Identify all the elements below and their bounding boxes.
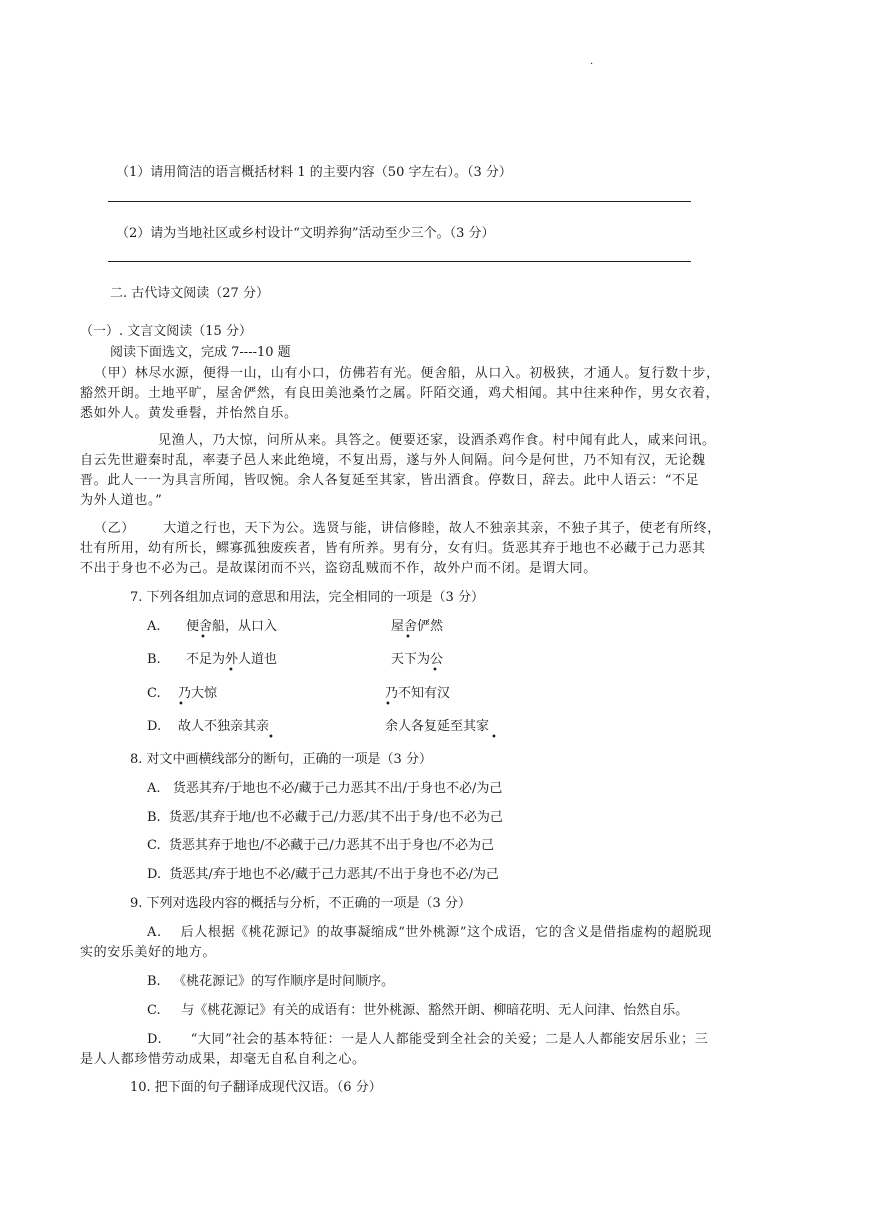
part-heading: （一）. 文言文阅读（15 分） [80, 324, 252, 339]
emphasis-dot: • [200, 632, 206, 643]
q7-option-right: 余人各复延至其家 [385, 719, 490, 734]
passage-yi-line: （乙） 大道之行也，天下为公。选贤与能，讲信修睦，故人不独亲其亲，不独子其子，使老有所终， [94, 521, 721, 536]
answer-line-1 [108, 201, 691, 202]
question-2: （2）请为当地社区或乡村设计“文明养狗”活动至少三个。（3 分） [116, 226, 495, 241]
q7-option-right: 屋舍俨然 [391, 619, 444, 634]
q8-option: D. 货恶其/弃于地也不必/藏于己力恶其/不出于身也不必/为己 [147, 867, 499, 882]
q9-option-d: D. “大同”社会的基本特征：一是人人都能受到全社会的关爱；二是人人都能安居乐业；三 [147, 1032, 709, 1047]
q7-option-letter: B. [147, 652, 161, 667]
emphasis-dot: • [491, 732, 497, 743]
q7-option-right: 天下为公 [391, 652, 444, 667]
q7-option-letter: C. [147, 686, 161, 701]
q7-option-left: 不足为外人道也 [186, 652, 278, 667]
instruction: 阅读下面选文，完成 7----10 题 [110, 345, 291, 360]
passage-yi-line: 壮有所用，幼有所长，鳏寡孤独废疾者，皆有所养。男有分，女有归。货恶其弃于地也不必藏于己力恶其 [80, 541, 706, 556]
passage-jia2-line: 为外人道也。” [80, 493, 163, 508]
question-7-stem: 7. 下列各组加点词的意思和用法，完全相同的一项是（3 分） [130, 590, 484, 605]
q7-option-letter: D. [147, 719, 162, 734]
q8-option: A. 货恶其弃/于地也不必/藏于己力恶其不出/于身也不必/为己 [147, 781, 503, 796]
section-heading: 二. 古代诗文阅读（27 分） [110, 286, 269, 301]
question-10: 10. 把下面的句子翻译成现代汉语。（6 分） [130, 1080, 382, 1095]
emphasis-dot: • [405, 632, 411, 643]
q9-option-d-cont: 是人人都珍惜劳动成果，却毫无自私自利之心。 [80, 1052, 366, 1067]
passage-jia-line: 悉如外人。黄发垂髫，并怡然自乐。 [80, 406, 298, 421]
emphasis-dot: • [385, 699, 391, 710]
emphasis-dot: • [228, 665, 234, 676]
q7-option-letter: A. [147, 619, 161, 634]
q9-option-b: B. 《桃花源记》的写作顺序是时间顺序。 [147, 974, 395, 989]
question-1: （1）请用简洁的语言概括材料 1 的主要内容（50 字左右）。（3 分） [116, 165, 512, 180]
answer-line-2 [108, 261, 691, 262]
q9-option-c: C. 与《桃花源记》有关的成语有：世外桃源、豁然开朗、柳暗花明、无人问津、怡然自乐。 [147, 1003, 689, 1018]
q7-option-left: 乃大惊 [178, 686, 218, 701]
q7-option-left: 便舍船，从口入 [186, 619, 278, 634]
header-mark: . [590, 56, 594, 67]
q8-option: B. 货恶/其弃于地/也不必藏于己/力恶/其不出于身/也不必为己 [147, 810, 503, 825]
q8-option: C. 货恶其弃于地也/不必藏于己/力恶其不出于身也/不必为己 [147, 838, 495, 853]
emphasis-dot: • [268, 732, 274, 743]
emphasis-dot: • [432, 665, 438, 676]
q7-option-left: 故人不独亲其亲 [178, 719, 270, 734]
passage-jia-line: 豁然开朗。土地平旷，屋舍俨然，有良田美池桑竹之属。阡陌交通，鸡犬相闻。其中往来种作，男女衣着， [80, 386, 720, 401]
question-8-stem: 8. 对文中画横线部分的断句，正确的一项是（3 分） [130, 752, 432, 767]
q9-option-a-cont: 实的安乐美好的地方。 [80, 945, 217, 960]
passage-jia-line: （甲）林尽水源，便得一山，山有小口，仿佛若有光。便舍船，从口入。初极狭，才通人。复行数十步， [94, 366, 720, 381]
question-9-stem: 9. 下列对选段内容的概括与分析，不正确的一项是（3 分） [130, 896, 471, 911]
q7-option-right: 乃不知有汉 [385, 686, 451, 701]
emphasis-dot: • [178, 699, 184, 710]
passage-yi-line: 不出于身也不必为己。是故谋闭而不兴，盗窃乱贼而不作，故外户而不闭。是谓大同。 [80, 561, 597, 576]
passage-jia2-line: 见渔人，乃大惊，问所从来。具答之。便要还家，设酒杀鸡作食。村中闻有此人，咸来问讯。 [158, 433, 716, 448]
passage-jia2-line: 自云先世避秦时乱，率妻子邑人来此绝境，不复出焉，遂与外人间隔。问今是何世，乃不知有汉，无论魏 [80, 453, 706, 468]
passage-jia2-line: 晋。此人一一为具言所闻，皆叹惋。余人各复延至其家，皆出酒食。停数日，辞去。此中人语云：“不足 [80, 473, 700, 488]
q9-option-a: A. 后人根据《桃花源记》的故事凝缩成“世外桃源”这个成语，它的含义是借指虚构的超脱现 [147, 925, 712, 940]
